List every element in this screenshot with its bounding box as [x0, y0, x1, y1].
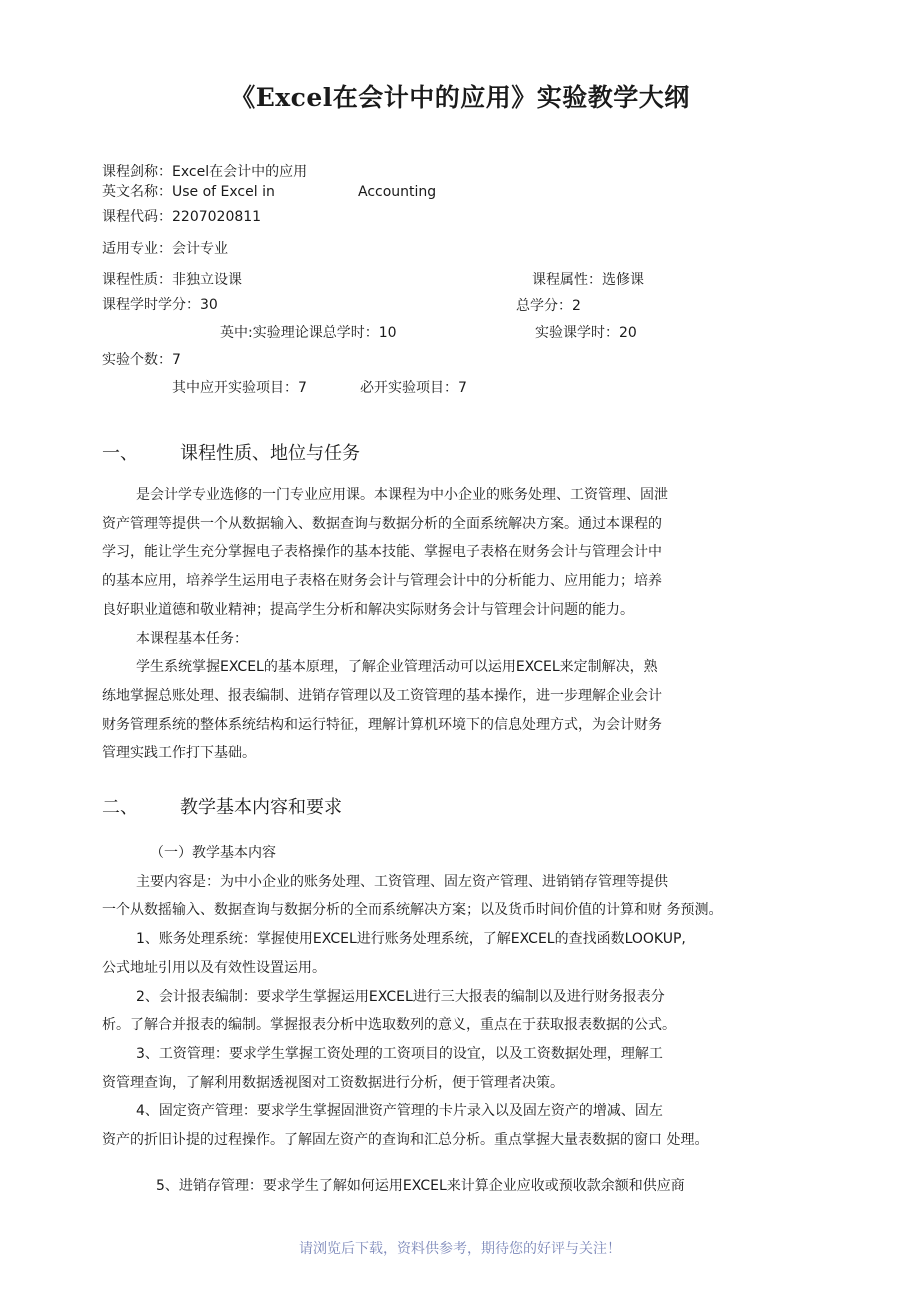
paragraph-line: 管理实践工作打下基础。: [102, 745, 256, 762]
paragraph-line: 学习，能让学生充分掌握电子表格操作的基本技能、掌握电子表格在财务会计与管理会计中: [102, 544, 662, 561]
subheading: （一）教学基本内容: [150, 845, 276, 861]
theory-hours: 英中:实验理论课总学时：10: [220, 325, 397, 341]
paragraph-line: 的基本应用，培养学生运用电子表格在财务会计与管理会计中的分析能力、应用能力；培养: [102, 573, 662, 590]
paragraph-line: 公式地址引用以及有效性设置运用。: [102, 959, 326, 976]
footer-note: 请浏览后下载，资料供参考，期待您的好评与关注！: [299, 1241, 621, 1257]
paragraph-line: 1、账务处理系统：掌握使用EXCEL进行账务处理系统，了解EXCEL的查找函数LOOKUP,: [136, 931, 686, 948]
paragraph-line: 良好职业道德和敬业精神；提高学生分析和解决实际财务会计与管理会计问题的能力。: [102, 601, 634, 618]
course-nature: 课程性质：非独立设课: [102, 272, 242, 288]
paragraph-line: 资管理查询，了解利用数据透视图对工资数据进行分析，便于管理者决策。: [102, 1074, 564, 1091]
english-name: 英文名称：Use of Excel in: [102, 184, 275, 200]
applicable-major: 适用专业：会计专业: [102, 241, 228, 257]
experiment-count: 实验个数：7: [102, 352, 181, 368]
course-code: 课程代码：2207020811: [102, 209, 262, 225]
required-experiments: 必开实验项目：7: [360, 380, 467, 396]
paragraph-line: 资产管理等提供一个从数据输入、数据查询与数据分析的全面系统解决方案。通过本课程的: [102, 515, 662, 532]
paragraph-line: 析。了解合并报表的编制。掌握报表分析中选取数列的意义，重点在于获取报表数据的公式。: [102, 1017, 676, 1034]
paragraph-line: 2、会计报表编制：要求学生掌握运用EXCEL进行三大报表的编制以及进行财务报表分: [136, 988, 665, 1005]
page-title: 《Excel在会计中的应用》实验教学大纲: [230, 83, 690, 112]
open-experiments: 其中应开实验项目：7: [172, 380, 307, 396]
paragraph-line: 主要内容是：为中小企业的账务处理、工资管理、固左资产管理、进销销存管理等提供: [136, 873, 668, 890]
lab-hours: 实验课学时：20: [535, 325, 637, 341]
section-1-heading: 一、 课程性质、地位与任务: [102, 443, 360, 464]
english-name-cont: Accounting: [358, 184, 437, 200]
total-credits: 总学分：2: [516, 298, 581, 314]
paragraph-line: 3、工资管理：要求学生掌握工资处理的工资项目的设宜，以及工资数据处理，理解工: [136, 1045, 663, 1062]
course-name: 课程剑称：Excel在会计中的应用: [102, 164, 308, 180]
paragraph-line: 5、进销存管理：要求学生了解如何运用EXCEL来计算企业应收或预收款余额和供应商: [156, 1178, 685, 1194]
paragraph-line: 本课程基本任务：: [136, 630, 248, 647]
course-attribute: 课程属性：选修课: [532, 272, 644, 288]
section-2-heading: 二、 教学基本内容和要求: [102, 797, 342, 818]
paragraph-line: 4、固定资产管理：要求学生掌握固泄资产管理的卡片录入以及固左资产的增减、固左: [136, 1103, 663, 1120]
paragraph-line: 是会计学专业选修的一门专业应用课。本课程为中小企业的账务处理、工资管理、固泄: [136, 487, 668, 503]
paragraph-line: 财务管理系统的整体系统结构和运行特征，理解计算机环境下的信息处理方式，为会计财务: [102, 716, 662, 733]
paragraph-line: 资产的折旧讣提的过程操作。了解固左资产的查询和汇总分析。重点掌握大量表数据的窗口 处理。: [102, 1132, 709, 1149]
paragraph-line: 学生系统掌握EXCEL的基本原理，了解企业管理活动可以运用EXCEL来定制解决，熟: [136, 659, 658, 676]
paragraph-line: 一个从数摇输入、数据查询与数据分析的全而系统解决方案；以及货币时间价值的计算和财 务预测。: [102, 902, 723, 919]
section-1-body: [102, 481, 722, 768]
course-hours: 课程学时学分：30: [102, 297, 218, 313]
paragraph-line: 练地掌握总账处理、报表编制、进销存管理以及工资管理的基本操作，进一步理解企业会计: [102, 687, 662, 704]
section-2-body: [102, 839, 722, 1155]
